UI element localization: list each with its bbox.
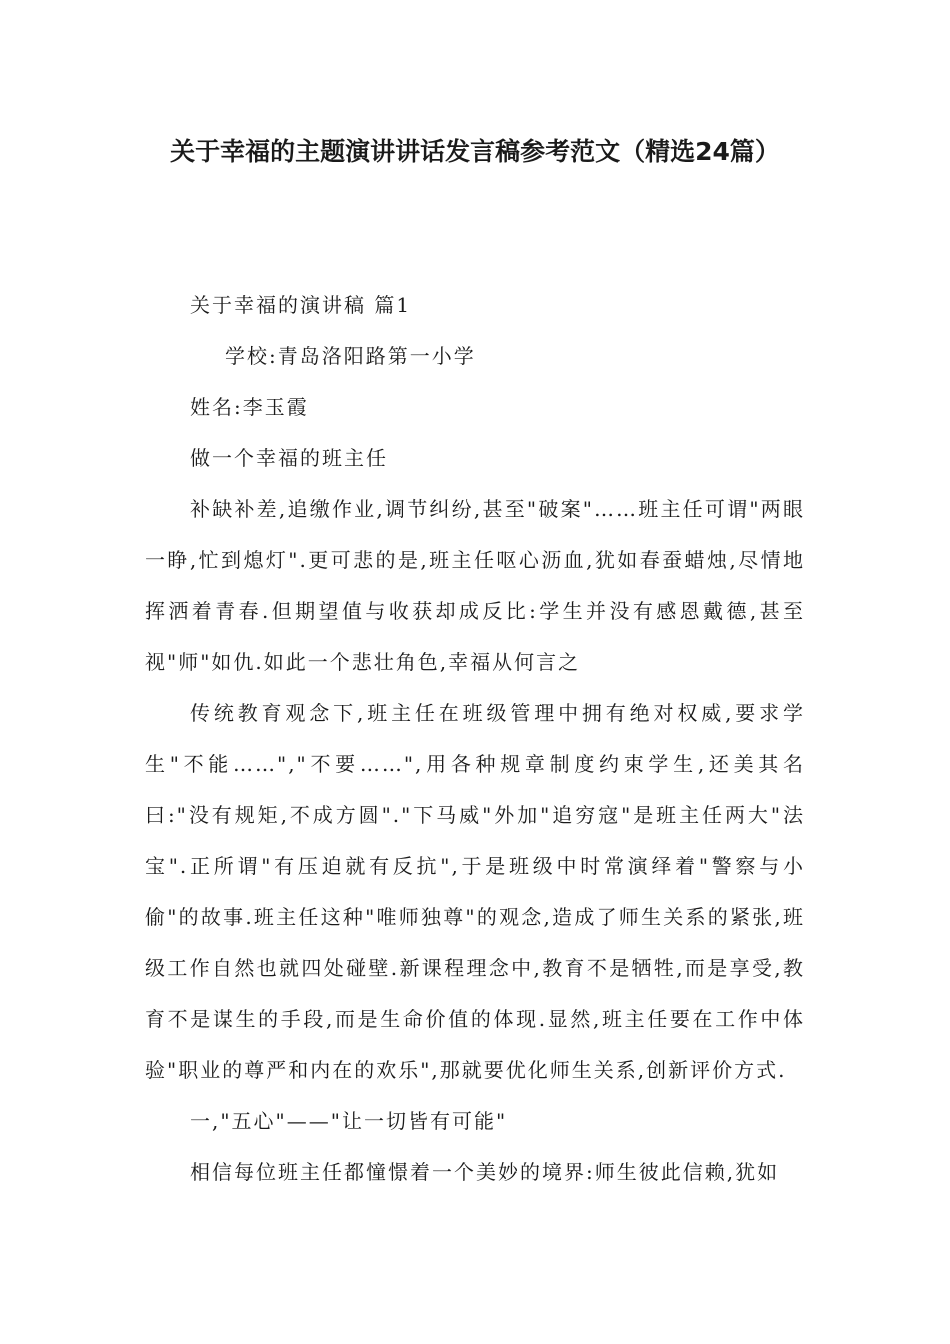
paragraph: 相信每位班主任都憧憬着一个美妙的境界:师生彼此信赖,犹如 — [190, 1160, 780, 1184]
subheading: 一,"五心"——"让一切皆有可能" — [190, 1109, 508, 1133]
school-line: 学校:青岛洛阳路第一小学 — [225, 344, 476, 368]
section-heading: 关于幸福的演讲稿 篇1 — [190, 293, 412, 317]
document-body — [145, 280, 805, 1198]
speech-title: 做一个幸福的班主任 — [190, 446, 388, 470]
paragraph: 补缺补差,追缴作业,调节纠纷,甚至"破案"……班主任可谓"两眼一睁,忙到熄灯".更可悲的是,班主任呕心沥血,犹如春蚕蜡烛,尽情地挥洒着青春.但期望值与收获却成反比:学生并没有感恩戴德,甚至视"师"如仇.如此一个悲壮角色,幸福从何言之 — [145, 497, 805, 674]
name-line: 姓名:李玉霞 — [190, 395, 309, 419]
paragraph: 传统教育观念下,班主任在班级管理中拥有绝对权威,要求学生"不能……","不要……",用各种规章制度约束学生,还美其名曰:"没有规矩,不成方圆"."下马威"外加"追穷寇"是班主任两大"法宝".正所谓"有压迫就有反抗",于是班级中时常演绎着"警察与小偷"的故事.班主任这种"唯师独尊"的观念,造成了师生关系的紧张,班级工作自然也就四处碰壁.新课程理念中,教育不是牺牲,而是享受,教育不是谋生的手段,而是生命价值的体现.显然,班主任要在工作中体验"职业的尊严和内在的欢乐",那就要优化师生关系,创新评价方式. — [145, 701, 805, 1082]
document-title: 关于幸福的主题演讲讲话发言稿参考范文（精选24篇） — [170, 137, 780, 166]
